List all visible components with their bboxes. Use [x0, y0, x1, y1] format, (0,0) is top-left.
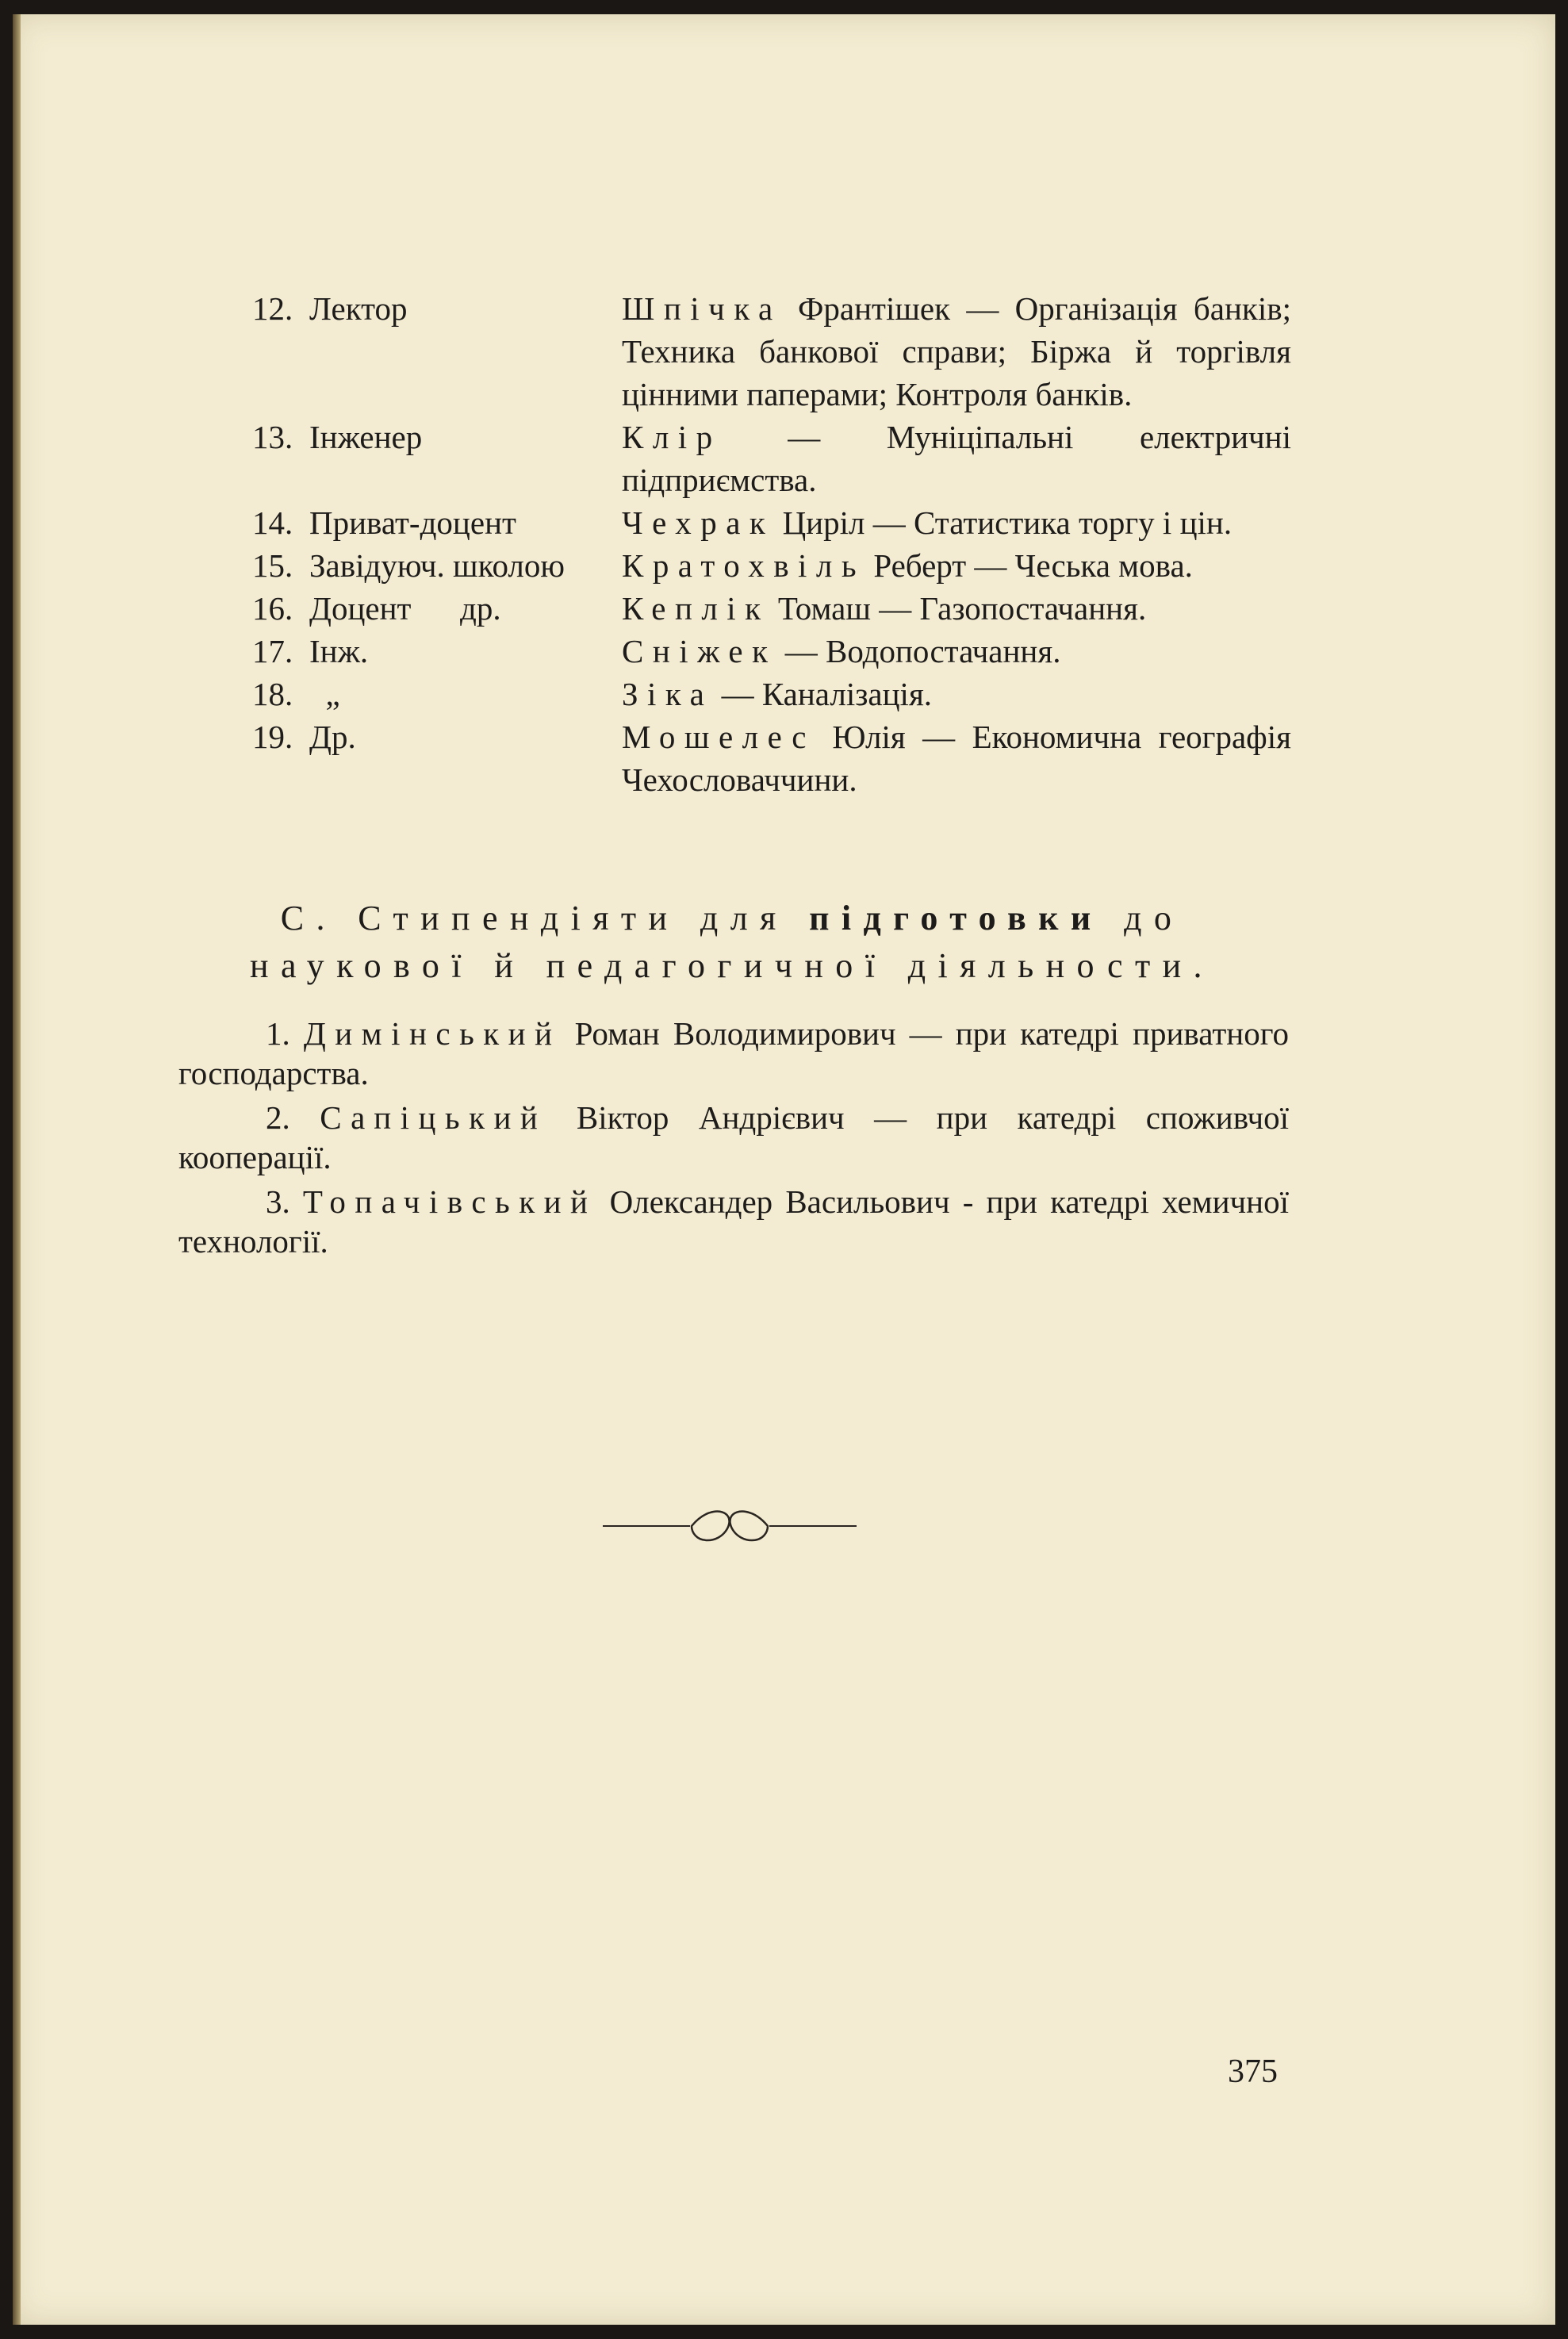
item-subjects: — Каналізація. [721, 676, 933, 712]
item-surname: Сапіцький [320, 1099, 547, 1136]
item-text: Віктор Андрієвич — при катедрі споживчої кооперації. [178, 1099, 1290, 1175]
list-item [178, 1182, 1289, 1261]
item-body [622, 416, 1291, 501]
stipend-list [178, 1014, 1289, 1266]
list-item [252, 587, 1291, 630]
item-subjects: Томаш — Газопостачання. [777, 590, 1147, 627]
item-number: 19. [252, 719, 293, 755]
item-rank: Др. [309, 719, 356, 755]
section-word: до наукової й педагогичної діяльности. [250, 899, 1214, 985]
section-letter: С. [280, 899, 337, 938]
item-surname: Чехрак [622, 504, 775, 541]
item-surname: Кеплік [622, 590, 770, 627]
item-surname: Кратохвіль [622, 547, 866, 584]
item-body [622, 630, 1291, 673]
item-surname: Клір [622, 419, 722, 455]
list-item [252, 673, 1291, 715]
item-rank: Приват-доцент [309, 504, 516, 541]
item-surname: Димінський [303, 1015, 562, 1052]
staff-list [252, 287, 1291, 801]
list-item [252, 501, 1291, 544]
item-rank: Лектор [309, 290, 408, 327]
item-number: 14. [252, 504, 293, 541]
item-number: 18. [252, 676, 293, 712]
section-heading [173, 895, 1291, 990]
item-body [622, 673, 1291, 715]
section-word: для [700, 899, 788, 938]
item-subjects: — Водопостачання. [784, 633, 1061, 669]
list-item [252, 715, 1291, 801]
item-subjects: Юлія — Економична географія Чехословаччини. [622, 719, 1291, 798]
item-rank: „ [309, 676, 340, 712]
item-number: 17. [252, 633, 293, 669]
item-surname: Сніжек [622, 633, 777, 669]
item-rank: Доцент др. [309, 590, 501, 627]
item-surname: Мошелес [622, 719, 815, 755]
item-rank: Інженер [309, 419, 423, 455]
ornament-divider-icon [603, 1504, 857, 1548]
section-word: Стипендіяти [358, 899, 680, 938]
list-item [252, 544, 1291, 587]
item-number: 16. [252, 590, 293, 627]
item-body [622, 501, 1291, 544]
list-item [178, 1098, 1289, 1177]
item-body [622, 715, 1291, 801]
item-body [622, 544, 1291, 587]
item-number: 2. [266, 1099, 290, 1136]
section-word-bold: підготовки [809, 899, 1103, 938]
page-spine-edge [13, 14, 21, 2325]
list-item [252, 630, 1291, 673]
list-item [252, 416, 1291, 501]
item-subjects: Реберт — Чеська мова. [873, 547, 1193, 584]
item-subjects: Франтішек — Організація банків; Техника банкової справи; Біржа й торгівля цінними паперами; Контроля банків. [622, 290, 1291, 412]
list-item [178, 1014, 1289, 1093]
item-subjects: Циріл — Статистика торгу і цін. [782, 504, 1233, 541]
item-number: 3. [266, 1183, 290, 1220]
item-surname: Шпічка [622, 290, 782, 327]
item-body [622, 587, 1291, 630]
item-number: 12. [252, 290, 293, 327]
page-number: 375 [1228, 2053, 1278, 2090]
item-surname: Топачівський [302, 1183, 597, 1220]
item-text: Олександер Васильович - при катедрі хемичної технології. [178, 1183, 1290, 1260]
item-number: 15. [252, 547, 293, 584]
item-rank: Завідуюч. школою [309, 547, 565, 584]
list-item [252, 287, 1291, 416]
item-body [622, 287, 1291, 416]
item-number: 1. [266, 1015, 290, 1052]
item-text: Роман Володимирович — при катедрі приватного господарства. [178, 1015, 1289, 1091]
item-rank: Інж. [309, 633, 369, 669]
item-subjects: — Муніціпальні електричні підприємства. [622, 419, 1291, 498]
item-surname: Зіка [622, 676, 714, 712]
item-number: 13. [252, 419, 293, 455]
